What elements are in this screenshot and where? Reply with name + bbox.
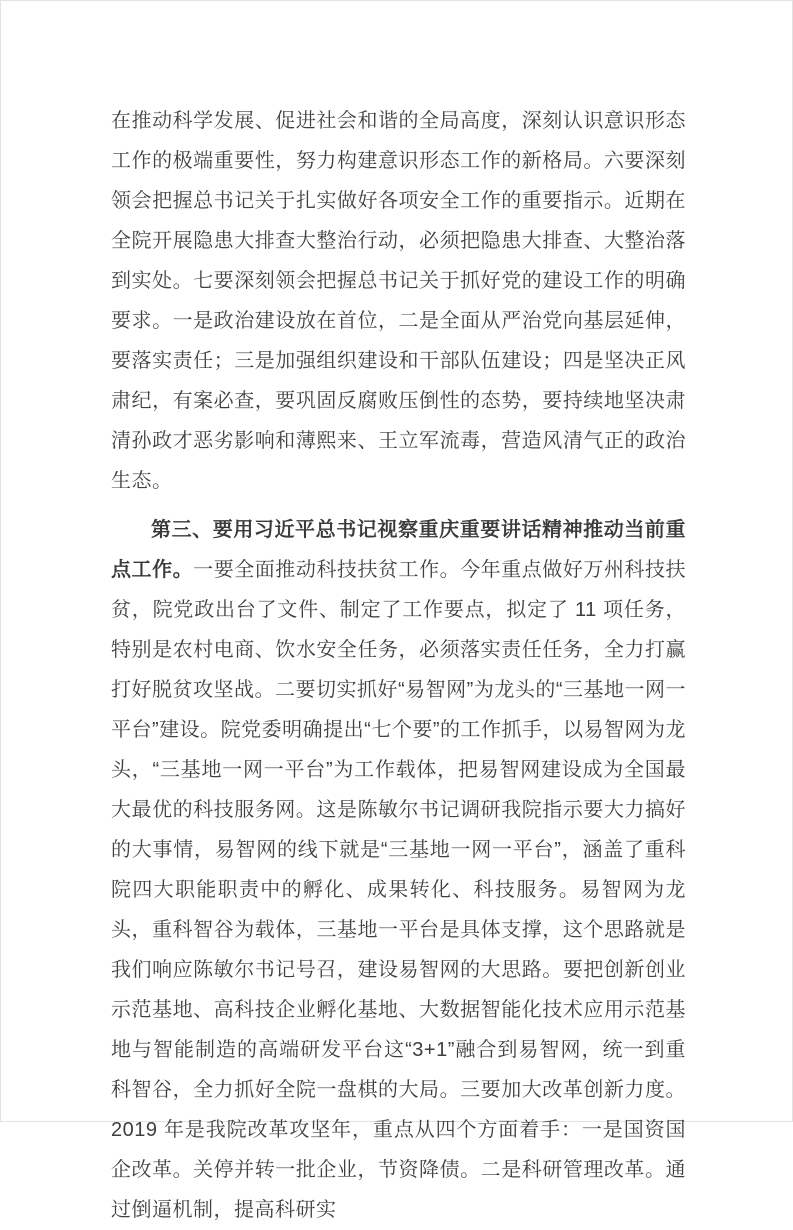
paragraph-text: 在推动科学发展、促进社会和谐的全局高度，深刻认识意识形态工作的极端重要性，努力构建意识形态工作的新格局。六要深刻领会把握总书记关于扎实做好各项安全工作的重要指示。近期在全院开展隐患大排查大整治行动，必须把隐患大排查、大整治落到实处。七要深刻领会把握总书记关于抓好党的建设工作的明确要求。一是政治建设放在首位，二是全面从严治党向基层延伸，要落实责任；三是加强组织建设和干部队伍建设；四是坚决正风肃纪，有案必查，要巩固反腐败压倒性的态势，要持续地坚决肃清孙政才恶劣影响和薄熙来、王立军流毒，营造风清气正的政治生态。 — [111, 110, 686, 492]
paragraph — [111, 510, 686, 1230]
paragraph-text: 一要全面推动科技扶贫工作。今年重点做好万州科技扶贫，院党政出台了文件、制定了工作要点，拟定了 11 项任务，特别是农村电商、饮水安全任务，必须落实责任任务，全力打赢打好脱贫攻坚战。二要切实抓好“易智网”为龙头的“三基地一网一平台”建设。院党委明确提出“七个要”的工作抓手，以易智网为龙头，“三基地一网一平台”为工作载体，把易智网建设成为全国最大最优的科技服务网。这是陈敏尔书记调研我院指示要大力搞好的大事情，易智网的线下就是“三基地一网一平台”，涵盖了重科院四大职能职责中的孵化、成果转化、科技服务。易智网为龙头，重科智谷为载体，三基地一平台是具体支撑，这个思路就是我们响应陈敏尔书记号召，建设易智网的大思路。要把创新创业示范基地、高科技企业孵化基地、大数据智能化技术应用示范基地与智能制造的高端研发平台这“3+1”融合到易智网，统一到重科智谷，全力抓好全院一盘棋的大局。三要加大改革创新力度。2019 年是我院改革攻坚年，重点从四个方面着手：一是国资国企改革。关停并转一批企业，节资降债。二是科研管理改革。通过倒逼机制，提高科研实 — [111, 559, 687, 1221]
paragraph — [111, 101, 686, 501]
paragraph-heading-bold: 第三、要用习近平总书记视察重庆重要讲话精神推动当前重点工作。 — [111, 519, 686, 581]
document-body — [111, 101, 686, 1230]
